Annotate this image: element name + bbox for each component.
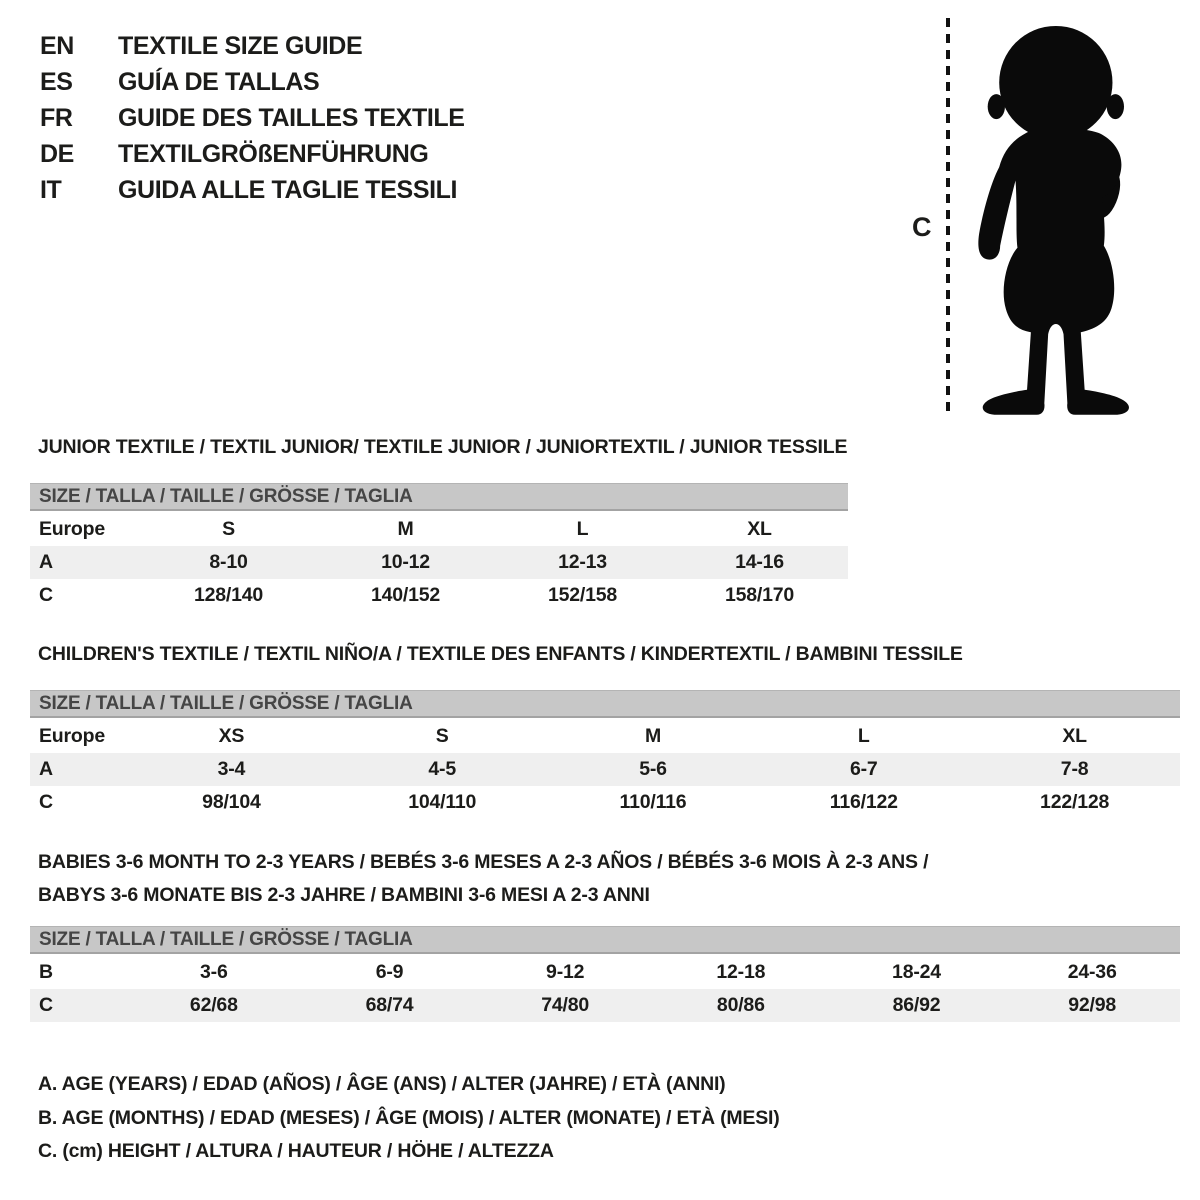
language-title: GUÍA DE TALLAS (118, 67, 320, 96)
value-cell: 68/74 (365, 994, 414, 1016)
language-title: GUIDE DES TAILLES TEXTILE (118, 103, 465, 132)
value-cell: 86/92 (892, 994, 941, 1016)
row-label: Europe (39, 518, 105, 540)
value-cell: L (576, 518, 589, 540)
value-cell: 3-6 (200, 961, 228, 983)
language-code: ES (40, 67, 73, 96)
value-cell: 116/122 (829, 791, 898, 813)
value-cell: 74/80 (541, 994, 590, 1016)
language-code: EN (40, 31, 74, 60)
language-title: TEXTILGRÖßENFÜHRUNG (118, 139, 429, 168)
value-cell: 9-12 (546, 961, 585, 983)
babies-size-header-bar (30, 926, 1180, 954)
silhouette-head (999, 26, 1112, 139)
language-row-fr (40, 100, 465, 136)
language-code: DE (40, 139, 74, 168)
children-table-rows (30, 720, 1180, 819)
babies-title-line-2: BABYS 3-6 MONATE BIS 2-3 JAHRE / BAMBINI 3-6 MESI A 2-3 ANNI (38, 884, 650, 906)
row-label: B (39, 961, 53, 983)
row-label: C (39, 994, 53, 1016)
table-row-height-cm (30, 786, 1180, 819)
value-cell: 18-24 (892, 961, 941, 983)
value-cell: 3-4 (217, 758, 246, 780)
note-height-cm: C. (cm) HEIGHT / ALTURA / HAUTEUR / HÖHE / ALTEZZA (38, 1140, 554, 1162)
value-cell: 62/68 (189, 994, 238, 1016)
children-size-header-bar (30, 690, 1180, 718)
table-row-age-years (30, 546, 848, 579)
value-cell: 122/128 (1040, 791, 1110, 813)
value-cell: S (222, 518, 235, 540)
value-cell: 7-8 (1060, 758, 1089, 780)
note-age-months: B. AGE (MONTHS) / EDAD (MESES) / ÂGE (MOIS) / ALTER (MONATE) / ETÀ (MESI) (38, 1106, 780, 1129)
junior-size-header-bar (30, 483, 848, 511)
junior-table (30, 483, 848, 612)
value-cell: 110/116 (619, 791, 687, 813)
junior-table-rows (30, 513, 848, 612)
value-cell: XL (1062, 725, 1087, 747)
height-measure-label: C (912, 212, 932, 242)
value-cell: 10-12 (381, 551, 430, 573)
size-header-label: SIZE / TALLA / TAILLE / GRÖSSE / TAGLIA (39, 928, 413, 950)
babies-table-rows (30, 956, 1180, 1022)
table-row-age-years (30, 753, 1180, 786)
value-cell: M (397, 518, 414, 540)
row-label: A (39, 758, 53, 780)
language-code: IT (40, 175, 62, 204)
value-cell: 80/86 (716, 994, 765, 1016)
value-cell: L (857, 725, 870, 747)
language-row-it (40, 172, 465, 208)
row-label: Europe (39, 725, 105, 747)
value-cell: 8-10 (209, 551, 248, 573)
value-cell: 92/98 (1068, 994, 1117, 1016)
language-header (40, 28, 465, 208)
value-cell: 104/110 (408, 791, 477, 813)
value-cell: 6-7 (849, 758, 878, 780)
language-title: TEXTILE SIZE GUIDE (118, 31, 363, 60)
row-label: A (39, 551, 53, 573)
value-cell: 5-6 (639, 758, 667, 780)
language-row-es (40, 64, 465, 100)
language-code: FR (40, 103, 73, 132)
note-age-years: A. AGE (YEARS) / EDAD (AÑOS) / ÂGE (ANS) / ALTER (JAHRE) / ETÀ (ANNI) (38, 1073, 726, 1095)
value-cell: 6-9 (375, 961, 404, 983)
row-label: C (39, 791, 53, 813)
children-section-title: CHILDREN'S TEXTILE / TEXTIL NIÑO/A / TEXTILE DES ENFANTS / KINDERTEXTIL / BAMBINI TESSILE (38, 643, 963, 665)
babies-table (30, 926, 1180, 1022)
value-cell: 158/170 (724, 584, 795, 606)
language-row-en (40, 28, 465, 64)
value-cell: 140/152 (370, 584, 441, 606)
table-row-europe (30, 513, 848, 546)
table-row-height-cm (30, 989, 1180, 1022)
value-cell: 12-13 (558, 551, 607, 573)
size-header-label: SIZE / TALLA / TAILLE / GRÖSSE / TAGLIA (39, 692, 413, 714)
value-cell: 4-5 (428, 758, 456, 780)
toddler-silhouette (956, 14, 1148, 420)
height-measure-line (944, 16, 952, 418)
size-header-label: SIZE / TALLA / TAILLE / GRÖSSE / TAGLIA (39, 485, 413, 507)
junior-section-title: JUNIOR TEXTILE / TEXTIL JUNIOR/ TEXTILE JUNIOR / JUNIORTEXTIL / JUNIOR TESSILE (38, 436, 848, 458)
language-title: GUIDA ALLE TAGLIE TESSILI (118, 175, 458, 204)
table-row-age-months (30, 956, 1180, 989)
value-cell: 24-36 (1067, 961, 1117, 983)
value-cell: 14-16 (735, 551, 784, 573)
table-row-height-cm (30, 579, 848, 612)
value-cell: 152/158 (547, 584, 618, 606)
value-cell: XL (747, 518, 772, 540)
value-cell: XS (218, 725, 245, 747)
legend-notes (38, 1068, 780, 1169)
silhouette-body (978, 128, 1129, 415)
babies-title-line-1: BABIES 3-6 MONTH TO 2-3 YEARS / BEBÉS 3-6 MESES A 2-3 AÑOS / BÉBÉS 3-6 MOIS À 2-3 ANS / (38, 851, 929, 873)
value-cell: 98/104 (202, 791, 261, 813)
language-row-de (40, 136, 465, 172)
table-row-europe (30, 720, 1180, 753)
value-cell: M (644, 725, 662, 747)
value-cell: 12-18 (716, 961, 766, 983)
value-cell: 128/140 (193, 584, 264, 606)
children-table (30, 690, 1180, 819)
row-label: C (39, 584, 53, 606)
babies-section-title (38, 846, 928, 912)
value-cell: S (435, 725, 449, 747)
